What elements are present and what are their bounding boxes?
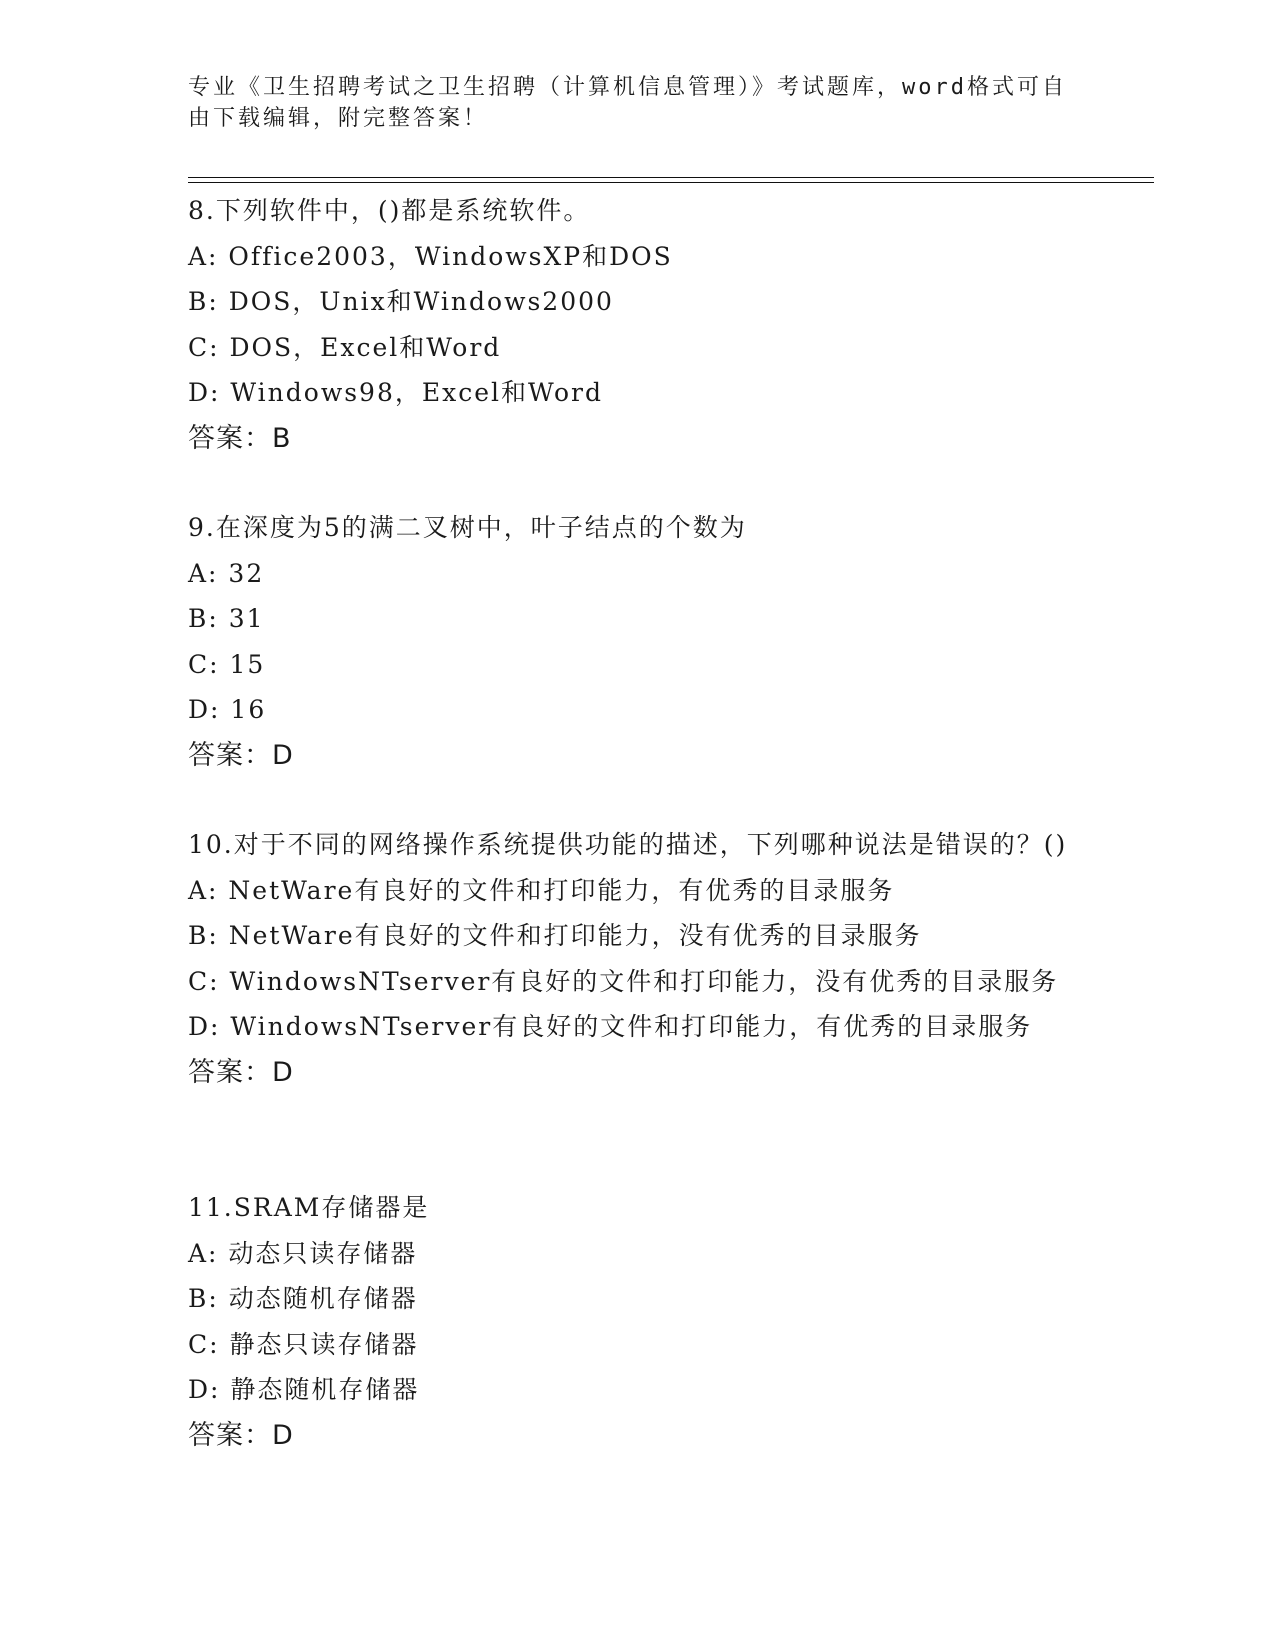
question-9 bbox=[188, 505, 1088, 778]
document-header: 专业《卫生招聘考试之卫生招聘（计算机信息管理）》考试题库，word格式可自由下载编辑，附完整答案！ bbox=[188, 75, 1067, 131]
option-d: D: WindowsNTserver有良好的文件和打印能力，有优秀的目录服务 bbox=[188, 1012, 1033, 1041]
question-8 bbox=[188, 188, 1088, 461]
option-b: B: 动态随机存储器 bbox=[188, 1284, 418, 1313]
option-c: C: DOS，Excel和Word bbox=[188, 332, 502, 362]
option-b: B: DOS，Unix和Windows2000 bbox=[188, 287, 614, 316]
option-b: B: NetWare有良好的文件和打印能力，没有优秀的目录服务 bbox=[188, 921, 922, 950]
header-divider-top bbox=[188, 177, 1154, 178]
option-d: D: 静态随机存储器 bbox=[188, 1375, 420, 1404]
option-a: A: 32 bbox=[188, 558, 265, 588]
option-c: C: 静态只读存储器 bbox=[188, 1329, 419, 1359]
option-d: D: 16 bbox=[188, 695, 267, 724]
answer-label: 答案：B bbox=[188, 422, 292, 454]
option-d: D: Windows98，Excel和Word bbox=[188, 378, 604, 407]
option-c: C: 15 bbox=[188, 649, 266, 679]
question-11 bbox=[188, 1185, 1088, 1458]
answer-label: 答案：D bbox=[188, 739, 294, 771]
option-c: C: WindowsNTserver有良好的文件和打印能力，没有优秀的目录服务 bbox=[188, 966, 1059, 996]
option-a: A: Office2003，WindowsXP和DOS bbox=[188, 241, 673, 271]
question-stem: 9.在深度为5的满二叉树中，叶子结点的个数为 bbox=[188, 513, 747, 542]
answer-label: 答案：D bbox=[188, 1056, 294, 1088]
question-stem: 11.SRAM存储器是 bbox=[188, 1193, 430, 1222]
question-stem: 8.下列软件中，()都是系统软件。 bbox=[188, 196, 591, 225]
option-a: A: 动态只读存储器 bbox=[188, 1238, 418, 1268]
option-b: B: 31 bbox=[188, 604, 265, 633]
question-stem: 10.对于不同的网络操作系统提供功能的描述，下列哪种说法是错误的？() bbox=[188, 830, 1068, 859]
header-divider-bottom bbox=[188, 182, 1154, 183]
question-10 bbox=[188, 822, 1068, 1095]
option-a: A: NetWare有良好的文件和打印能力，有优秀的目录服务 bbox=[188, 875, 895, 905]
answer-label: 答案：D bbox=[188, 1419, 294, 1451]
